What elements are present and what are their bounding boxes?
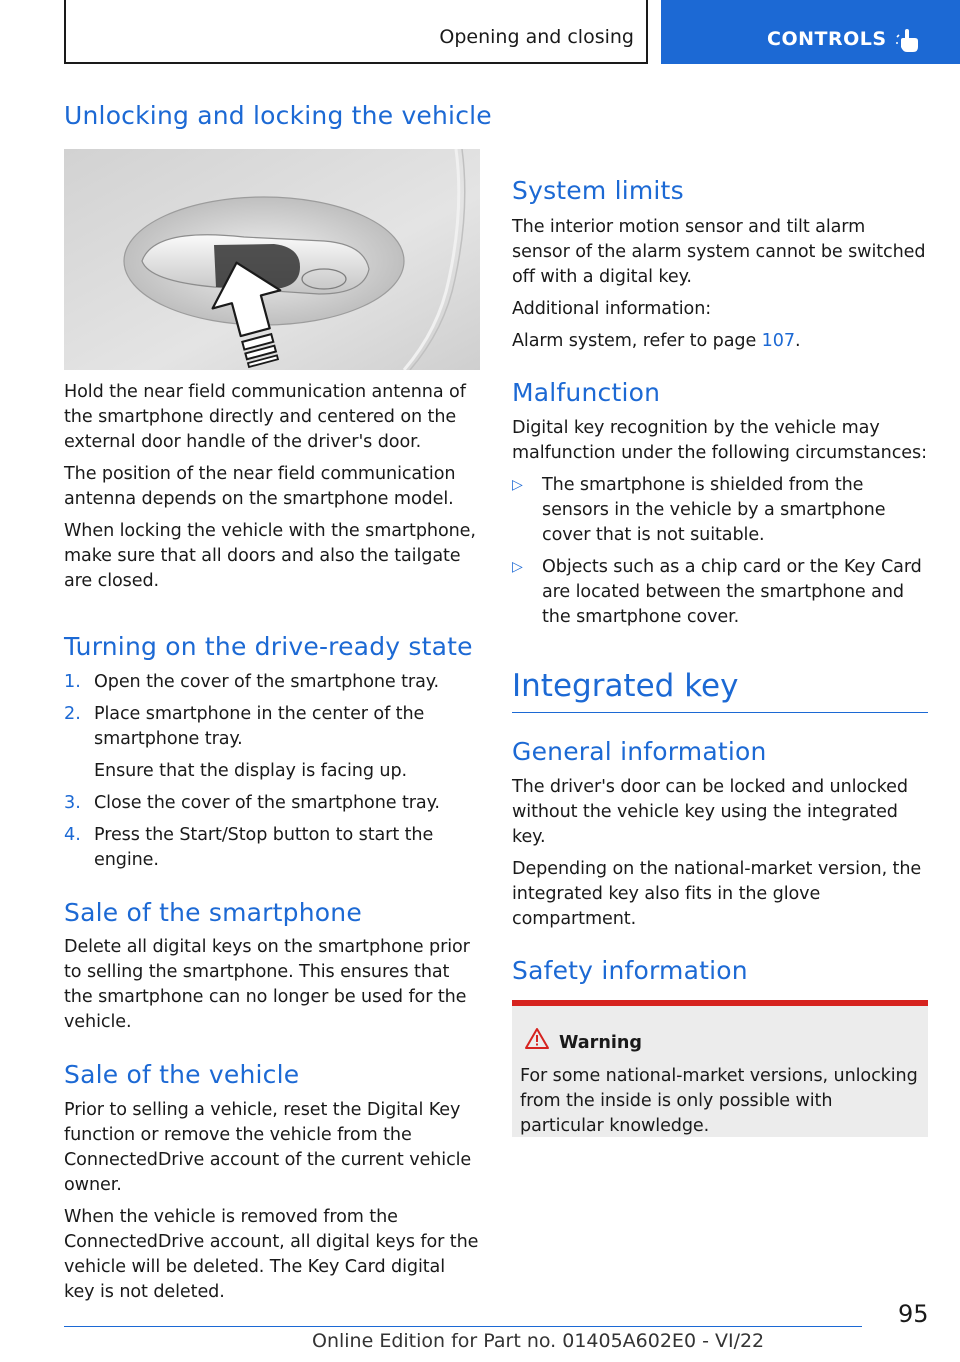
triangle-bullet-icon: ▷ bbox=[512, 559, 523, 575]
sale-vehicle-heading: Sale of the vehicle bbox=[64, 1060, 300, 1089]
step-text: Press the Start/Stop button to start the engine. bbox=[94, 825, 434, 870]
system-limits-heading: System limits bbox=[512, 176, 684, 205]
malfunction-heading: Malfunction bbox=[512, 378, 661, 407]
section-divider bbox=[512, 712, 928, 713]
crossref-prefix: Alarm system, refer to page bbox=[512, 331, 762, 351]
footer-edition: Online Edition for Part no. 01405A602E0 - VI/22 bbox=[312, 1330, 765, 1352]
door-handle-arrow-illustration bbox=[64, 149, 480, 370]
warning-triangle-icon bbox=[524, 1027, 550, 1050]
integrated-key-heading: Integrated key bbox=[512, 668, 739, 704]
page-number: 95 bbox=[898, 1300, 929, 1328]
list-item bbox=[512, 555, 928, 630]
drive-ready-heading: Turning on the drive-ready state bbox=[64, 632, 473, 661]
step-number: 3. bbox=[64, 793, 81, 813]
general-paragraph-2: Depending on the national-market version, the integrated key also fits in the glove compartment. bbox=[512, 859, 922, 929]
step-item bbox=[64, 702, 480, 784]
controls-tab-label: CONTROLS bbox=[767, 28, 887, 50]
list-item bbox=[512, 473, 928, 548]
step-item bbox=[64, 823, 480, 873]
step-subtext: Ensure that the display is facing up. bbox=[94, 761, 408, 781]
sale-smartphone-heading: Sale of the smartphone bbox=[64, 898, 362, 927]
crossref-suffix: . bbox=[794, 331, 801, 351]
system-limits-paragraph-1: The interior motion sensor and tilt alarm sensor of the alarm system cannot be switched off with a digital key. bbox=[512, 217, 926, 287]
section-title: Opening and closing bbox=[439, 26, 634, 48]
step-text: Place smartphone in the center of the smartphone tray. bbox=[94, 704, 425, 749]
warning-box bbox=[512, 1000, 928, 1137]
system-limits-paragraph-2: Additional information: bbox=[512, 299, 712, 319]
sale-smartphone-paragraph: Delete all digital keys on the smartphone prior to selling the smartphone. This ensures that the smartphone can no longer be used for the vehicle. bbox=[64, 937, 470, 1032]
general-information-heading: General information bbox=[512, 737, 767, 766]
system-limits-paragraph-3 bbox=[512, 329, 928, 354]
step-number: 2. bbox=[64, 704, 81, 724]
unlock-paragraph-1: Hold the near field communication antenna of the smartphone directly and centered on the external door handle of the driver's door. bbox=[64, 382, 466, 452]
unlock-paragraph-3: When locking the vehicle with the smartphone, make sure that all doors and also the tailgate are closed. bbox=[64, 521, 476, 591]
unlock-heading: Unlocking and locking the vehicle bbox=[64, 101, 492, 130]
step-text: Open the cover of the smartphone tray. bbox=[94, 672, 440, 692]
sale-vehicle-paragraph-1: Prior to selling a vehicle, reset the Digital Key function or remove the vehicle from the ConnectedDrive account of the current vehicle owner. bbox=[64, 1100, 472, 1195]
step-number: 4. bbox=[64, 825, 81, 845]
step-number: 1. bbox=[64, 672, 81, 692]
sale-vehicle-paragraph-2: When the vehicle is removed from the ConnectedDrive account, all digital keys for the vehicle will be deleted. The Key Card digital key is not deleted. bbox=[64, 1207, 479, 1302]
step-text: Close the cover of the smartphone tray. bbox=[94, 793, 440, 813]
malfunction-paragraph: Digital key recognition by the vehicle may malfunction under the following circumstances: bbox=[512, 418, 927, 463]
controls-tab[interactable] bbox=[661, 0, 960, 64]
warning-title: Warning bbox=[559, 1033, 643, 1053]
triangle-bullet-icon: ▷ bbox=[512, 477, 523, 493]
step-item bbox=[64, 791, 480, 816]
step-item bbox=[64, 670, 480, 695]
general-paragraph-1: The driver's door can be locked and unlocked without the vehicle key using the integrated key. bbox=[512, 777, 908, 847]
unlock-paragraph-2: The position of the near field communication antenna depends on the smartphone model. bbox=[64, 464, 456, 509]
warning-text: For some national-market versions, unlocking from the inside is only possible with particular knowledge. bbox=[520, 1066, 918, 1136]
footer-divider bbox=[64, 1326, 862, 1327]
list-item-text: The smartphone is shielded from the sensors in the vehicle by a smartphone cover that is not suitable. bbox=[542, 475, 886, 545]
list-item-text: Objects such as a chip card or the Key Card are located between the smartphone and the smartphone cover. bbox=[542, 557, 922, 627]
page-link[interactable]: 107 bbox=[761, 331, 795, 351]
hand-pointer-icon bbox=[896, 27, 922, 53]
header-section-box bbox=[64, 0, 648, 64]
safety-information-heading: Safety information bbox=[512, 956, 748, 985]
